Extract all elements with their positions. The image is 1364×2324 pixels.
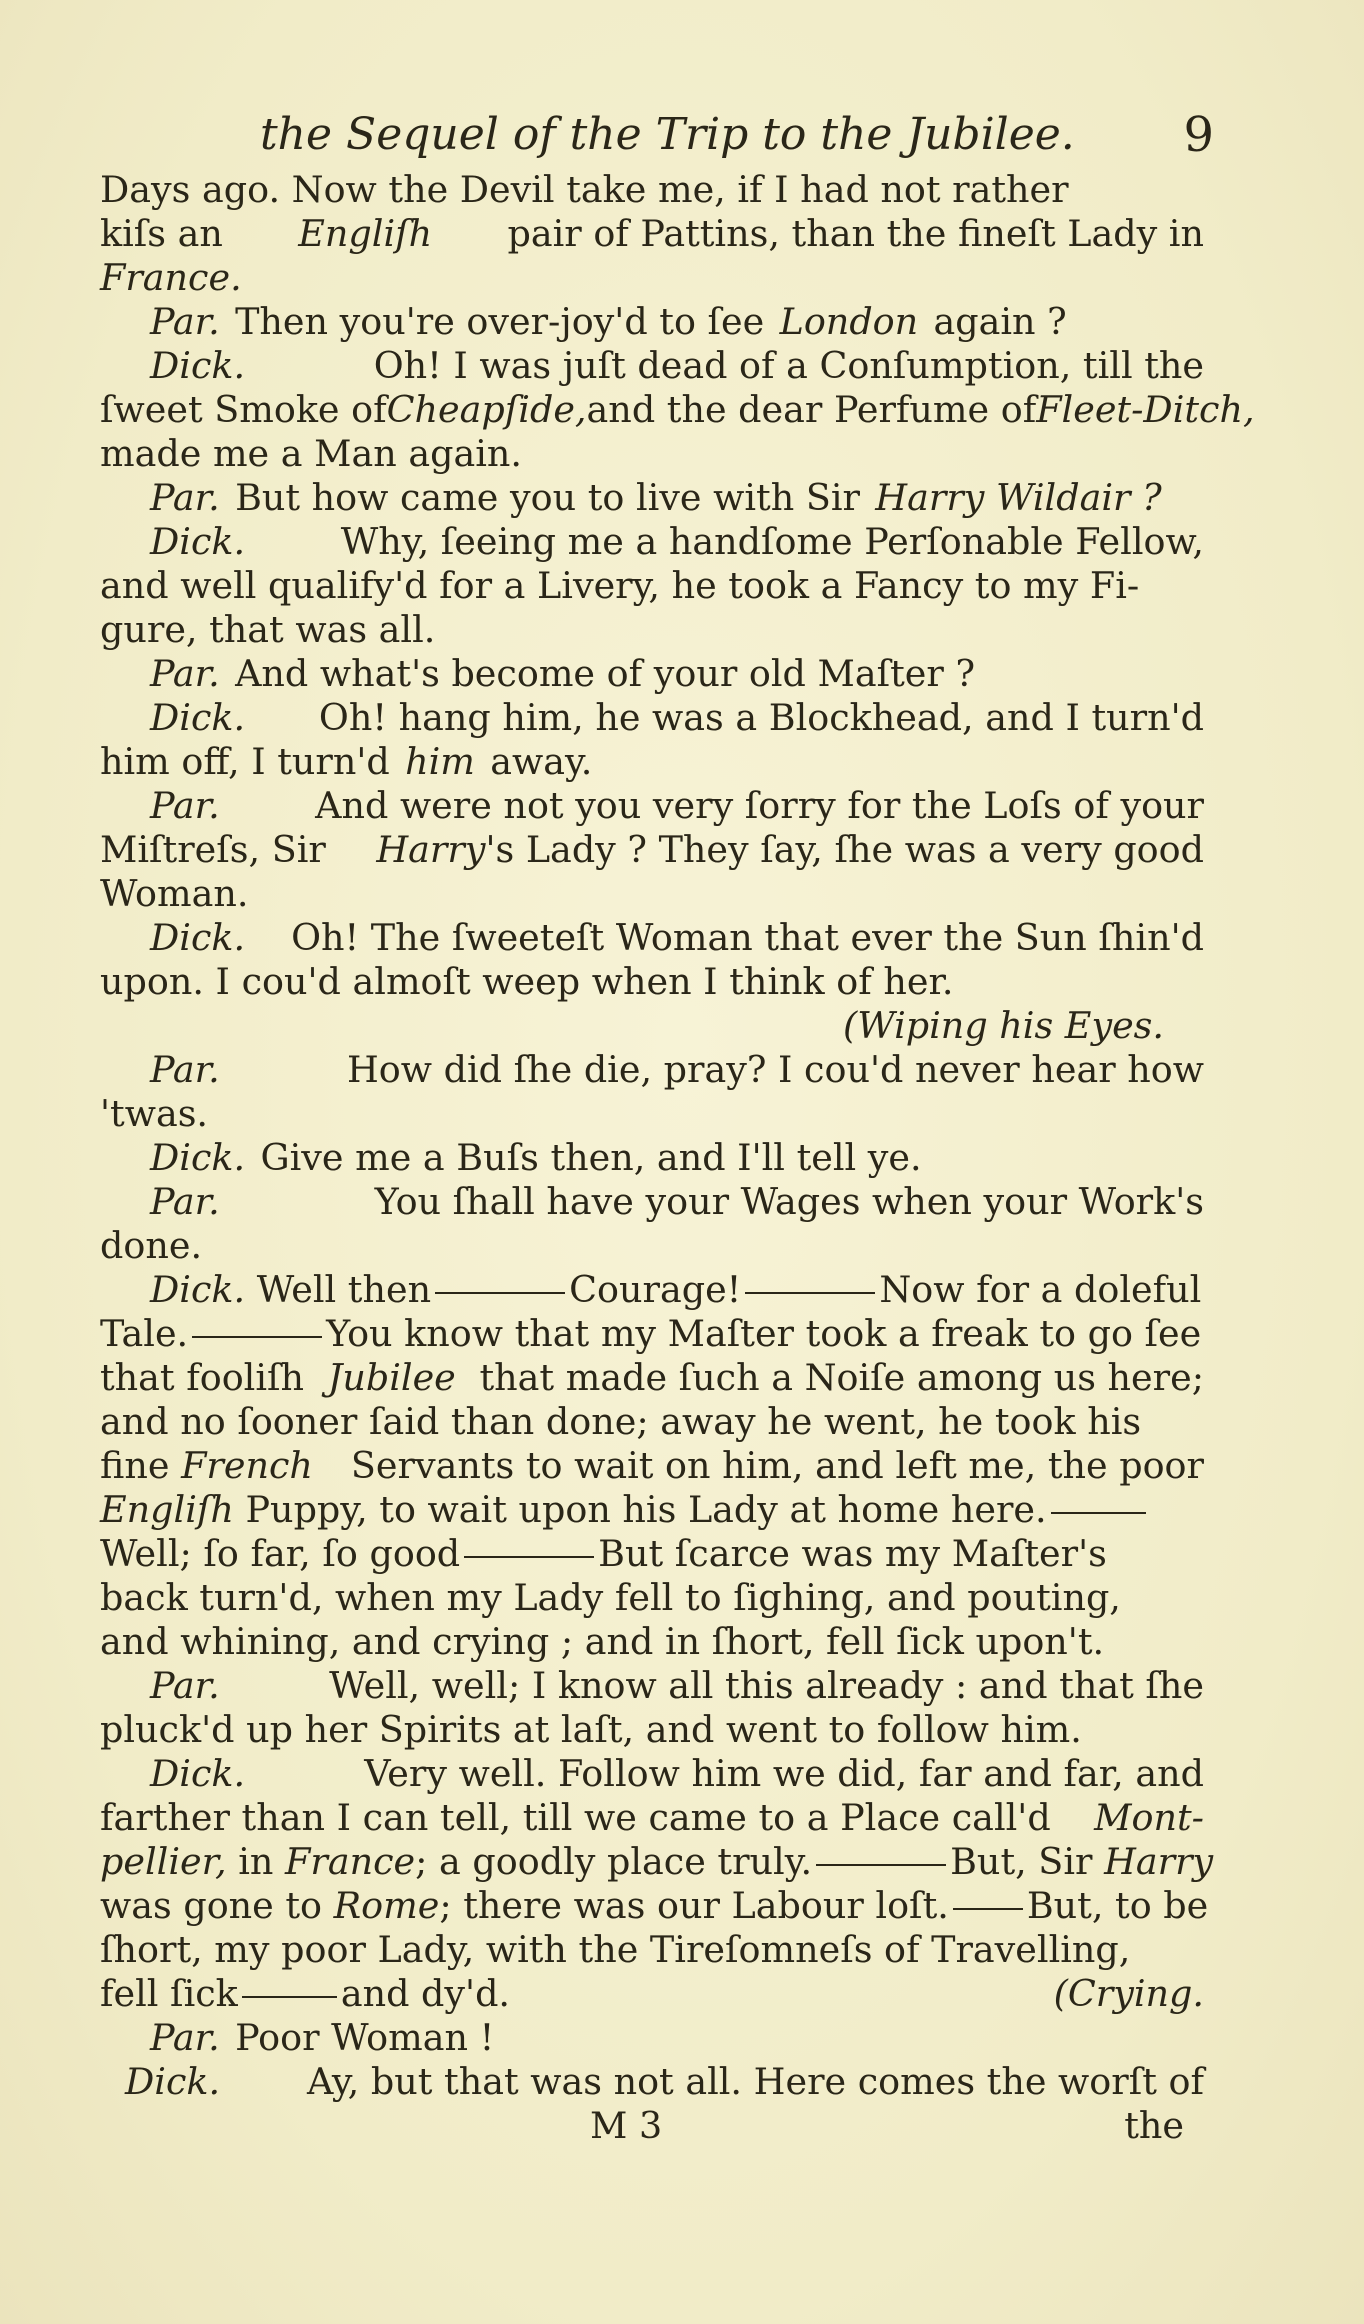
italic-text: Rome [333,1884,440,1927]
speech-line [100,1268,1204,1312]
line-text: and the dear Perfume of [586,388,1037,431]
line-text: made me a Man again. [100,432,523,475]
em-dash-rule [745,1292,875,1294]
italic-text: London [779,300,919,343]
italic-text: (Wiping his Eyes. [842,1004,1164,1047]
italic-text: Harry Wildair ? [875,476,1162,519]
italic-text: Harry [376,828,486,871]
text-line [100,1620,1204,1664]
speaker-label: Dick. [150,1268,246,1311]
speaker-label: Par. [150,2016,220,2059]
line-text: And were not you very ſorry for the Loſs of your [315,784,1204,827]
speaker-label: Dick. [150,1752,246,1795]
em-dash-rule [192,1336,322,1338]
line-text: pluck'd up her Spirits at laſt, and went to follow him. [100,1708,1082,1751]
em-dash-rule [953,1908,1023,1910]
speaker-label: Par. [150,1180,220,1223]
line-text: gure, that was all. [100,608,436,651]
speech-line [100,696,1204,740]
line-text: Why, ſeeing me a handſome Perſonable Fellow, [340,520,1204,563]
line-text: But, to be [1026,1884,1209,1927]
em-dash-rule [1051,1512,1146,1514]
speaker-label: Par. [150,784,220,827]
line-text: farther than I can tell, till we came to a Place call'd [100,1796,1051,1839]
line-text: Now for a doleful [879,1268,1202,1311]
italic-text: (Crying. [1053,1972,1204,2015]
signature-line [100,2104,1204,2148]
text-line [100,212,1204,256]
running-title: the Sequel of the Trip to the Jubilee. [260,109,1075,160]
page-header [160,100,1214,170]
speaker-label: Par. [150,476,220,519]
text-line [100,1532,1204,1576]
line-text: that fooliſh [100,1356,305,1399]
line-text: ; there was our Labour loſt. [439,1884,949,1927]
italic-text: Engliſh [100,1488,234,1531]
text-line [100,1972,1204,2016]
line-text: Give me a Buſs then, and I'll tell ye. [260,1136,922,1179]
text-line [100,1488,1204,1532]
italic-text: Harry [1104,1840,1214,1883]
speech-line [100,2060,1204,2104]
italic-text: pellier, [100,1840,227,1883]
line-text: Courage! [569,1268,742,1311]
line-text: Oh! The ſweeteſt Woman that ever the Sun ſhin'd [291,916,1204,959]
text-line [100,1444,1204,1488]
speech-line [100,784,1204,828]
line-text: was gone to [100,1884,323,1927]
line-text: again ? [933,300,1067,343]
line-text: ; a goodly place truly. [415,1840,813,1883]
italic-text: Fleet-Ditch, [1036,388,1255,431]
line-text: Days ago. Now the Devil take me, if I had not rather [100,168,1069,211]
line-text: Well, well; I know all this already : and that ſhe [329,1664,1204,1707]
italic-text: Mont- [1094,1796,1204,1839]
line-text: But how came you to live with Sir [235,476,860,519]
text-line [100,1092,1204,1136]
italic-text: France. [100,256,242,299]
line-text: pair of Pattins, than the fineſt Lady in [507,212,1204,255]
line-text: But ſcarce was my Maſter's [598,1532,1107,1575]
speaker-label: Par. [150,652,220,695]
speaker-label: Dick. [150,696,246,739]
line-text: But, Sir [950,1840,1093,1883]
speaker-label: Dick. [150,344,246,387]
line-text: kiſs an [100,212,223,255]
speech-line [100,1048,1204,1092]
line-text: Oh! I was juſt dead of a Conſumption, till the [373,344,1204,387]
text-line [100,564,1204,608]
line-text: Well then [256,1268,432,1311]
text-line [100,1400,1204,1444]
stage-direction [100,1004,1204,1048]
line-text: him off, I turn'd [100,740,390,783]
speaker-label: Par. [150,1048,220,1091]
em-dash-rule [816,1864,946,1866]
text-line [100,872,1204,916]
italic-text: Engliſh [298,212,433,255]
line-text: and well qualify'd for a Livery, he took a Fancy to my Fi- [100,564,1140,607]
line-text: Well; ſo far, ſo good [100,1532,461,1575]
speaker-label: Dick. [150,1136,246,1179]
line-text: that made ſuch a Noiſe among us here; [479,1356,1204,1399]
line-text: and no ſooner ſaid than done; away he went, he took his [100,1400,1142,1443]
line-text: ſhort, my poor Lady, with the Tireſomneſs of Travelling, [100,1928,1131,1971]
catchword: the [1124,2104,1184,2147]
line-text: Then you're over-joy'd to ſee [235,300,765,343]
text-line [100,388,1255,432]
line-text: How did ſhe die, pray? I cou'd never hear how [346,1048,1204,1091]
line-text: Puppy, to wait upon his Lady at home here. [245,1488,1047,1531]
italic-text: him [405,740,475,783]
text-line [100,960,1204,1004]
speech-line [100,1136,1204,1180]
text-line [100,168,1204,212]
line-text: 'twas. [100,1092,209,1135]
speech-line [100,476,1204,520]
line-text: Very well. Follow him we did, far and far, and [364,1752,1204,1795]
text-line [100,1708,1204,1752]
italic-text: Cheapſide, [386,388,587,431]
text-line [100,1576,1204,1620]
text-line [100,740,1204,784]
line-text: Miſtreſs, Sir [100,828,326,871]
line-text: fell ſick [100,1972,238,2015]
speech-line [100,1180,1204,1224]
line-text: and dy'd. [340,1972,511,2015]
speaker-label: Par. [150,300,220,343]
speech-line [100,520,1204,564]
body-text [100,168,1255,2148]
line-text: And what's become of your old Maſter ? [235,652,976,695]
speaker-label: Dick. [150,916,246,959]
text-line [100,1928,1204,1972]
speech-line [100,344,1204,388]
em-dash-rule [242,1996,337,1998]
text-line [100,1840,1214,1884]
line-text: done. [100,1224,203,1267]
italic-text: French [181,1444,313,1487]
line-text: Oh! hang him, he was a Blockhead, and I turn'd [318,696,1204,739]
speech-line [100,2016,1204,2060]
text-line [100,1224,1204,1268]
line-text: Woman. [100,872,249,915]
line-text: You ſhall have your Wages when your Work's [374,1180,1204,1223]
line-text: away. [490,740,593,783]
em-dash-rule [464,1556,594,1558]
line-text: Servants to wait on him, and left me, the poor [350,1444,1204,1487]
text-line [100,1796,1204,1840]
speech-line [100,300,1204,344]
text-line [100,1356,1204,1400]
speaker-label: Dick. [125,2060,221,2103]
line-text: upon. I cou'd almoſt weep when I think of her. [100,960,954,1003]
text-line [100,608,1204,652]
line-text: ſweet Smoke of [100,388,387,431]
italic-text: France [285,1840,416,1883]
text-line [100,828,1204,872]
line-text: 's Lady ? They ſay, ſhe was a very good [485,828,1204,871]
speaker-label: Dick. [150,520,246,563]
line-text: Poor Woman ! [235,2016,495,2059]
page-number: 9 [1183,107,1214,163]
line-text: Tale. [100,1312,189,1355]
speaker-label: Par. [150,1664,220,1707]
text-line [100,256,1204,300]
text-line [100,432,1204,476]
speech-line [100,1752,1204,1796]
text-line [100,1312,1204,1356]
line-text: in [238,1840,274,1883]
line-text: and whining, and crying ; and in ſhort, fell ſick upon't. [100,1620,1105,1663]
line-text: back turn'd, when my Lady fell to ſighing, and pouting, [100,1576,1121,1619]
line-text: You know that my Maſter took a freak to go ſee [326,1312,1202,1355]
line-text: fine [100,1444,170,1487]
speech-line [100,1664,1204,1708]
text-line [100,1884,1209,1928]
speech-line [100,916,1204,960]
signature-mark: M 3 [590,2104,663,2147]
em-dash-rule [435,1292,565,1294]
italic-text: Jubilee [327,1356,456,1399]
speech-line [100,652,1204,696]
line-text: Ay, but that was not all. Here comes the worſt of [307,2060,1204,2103]
